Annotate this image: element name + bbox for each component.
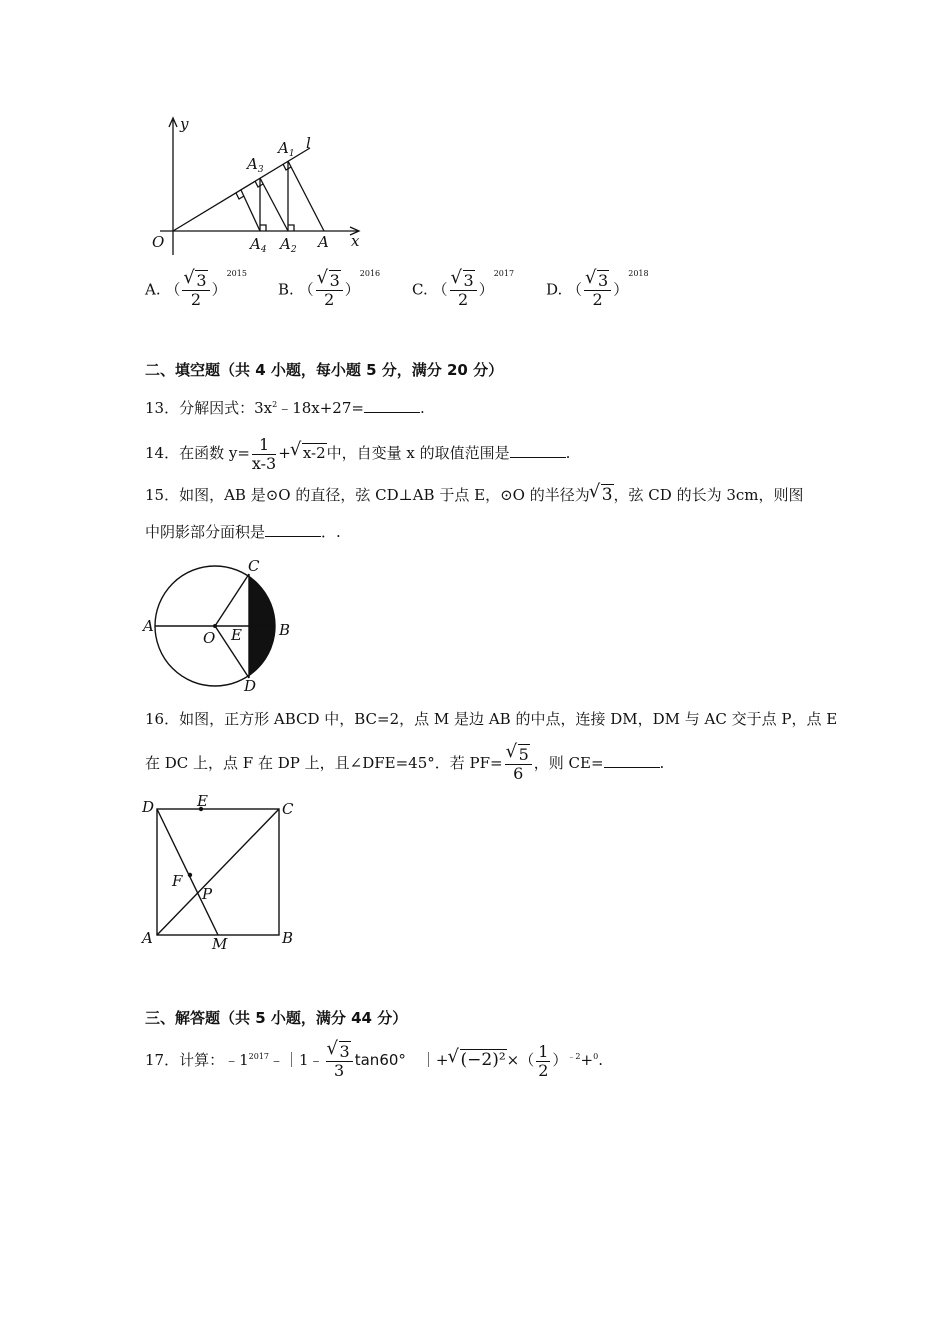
line-l (173, 148, 310, 231)
label-A4: $A_4$ (250, 235, 267, 255)
answer-blank[interactable] (265, 522, 321, 537)
label-A2: $A_2$ (280, 235, 297, 255)
label-B: B (279, 621, 291, 639)
question-13: 13．分解因式：$3x^2﹣18x+27=$ . (145, 399, 425, 417)
seg-A-A1 (288, 161, 324, 231)
label-A: A (143, 617, 154, 635)
answer-blank[interactable] (604, 753, 660, 768)
label-l: l (306, 134, 311, 152)
label-C: C (282, 800, 294, 818)
question-15-line-1: 15．如图，AB 是⊙O 的直径，弦 CD⊥AB 于点 E，⊙O 的半径为√ 3，弦 CD 的长为 3cm，则图 (145, 485, 804, 505)
label-B: B (282, 929, 294, 947)
seg-DM (157, 809, 218, 935)
figure-circle (140, 557, 300, 692)
question-14: 14．在函数 y= $\frac{1}{x-3}$ +√ x-2中，自变量 x 的取值范围是 . (145, 433, 570, 473)
question-15-line-2: 中阴影部分面积是 ．. (145, 523, 341, 541)
label-O: O (152, 233, 165, 251)
point-F (188, 873, 192, 877)
label-C: C (248, 557, 260, 575)
label-M: M (212, 935, 228, 952)
figure-square (140, 792, 305, 952)
label-y: y (180, 115, 189, 133)
label-D: D (142, 798, 155, 816)
label-P: P (202, 885, 213, 903)
option-a[interactable]: A. （ √ $\frac{3}{2}$ ）$^{2015}$ (145, 272, 247, 309)
right-angle-mark (288, 225, 294, 231)
question-17: 17．计算：$﹣1^{2017}﹣|1﹣$ √ $\frac{3}{3}$ tan60° ｜+√ (−2)²×（ $\frac{1}{2}$ ）$^{﹣2}$+$^0$. (145, 1040, 603, 1080)
label-A: A (142, 929, 153, 947)
label-A3: $A_3$ (247, 155, 264, 175)
label-A1: $A_1$ (278, 139, 295, 159)
seg-OC (215, 574, 249, 626)
answer-blank[interactable] (510, 443, 566, 458)
section-3-heading: 三、解答题（共 5 小题，满分 44 分） (145, 1009, 408, 1027)
question-16-line-2: 在 DC 上，点 F 在 DP 上，且∠DFE=45°．若 PF= √ $\frac{5}{6}$ ，则 CE= . (145, 743, 664, 783)
option-d[interactable]: D. （ √ $\frac{3}{2}$ ）$^{2018}$ (546, 272, 649, 309)
seg-A2-A3 (260, 178, 288, 231)
label-A: A (318, 233, 329, 251)
label-E: E (197, 792, 208, 810)
option-b[interactable]: B. （ √ $\frac{3}{2}$ ）$^{2016}$ (278, 272, 380, 309)
label-D: D (244, 677, 257, 692)
figure-line-projections (140, 110, 380, 260)
label-F: F (172, 872, 183, 890)
answer-blank[interactable] (364, 398, 420, 413)
label-O: O (203, 629, 216, 647)
right-angle-mark (260, 225, 266, 231)
section-2-heading: 二、填空题（共 4 小题，每小题 5 分，满分 20 分） (145, 361, 504, 379)
option-c[interactable]: C. （ √ $\frac{3}{2}$ ）$^{2017}$ (412, 272, 514, 309)
question-16-line-1: 16．如图，正方形 ABCD 中，BC=2，点 M 是边 AB 的中点，连接 DM，DM 与 AC 交于点 P，点 E (145, 710, 838, 728)
label-x: x (351, 232, 360, 250)
label-E: E (231, 626, 242, 644)
